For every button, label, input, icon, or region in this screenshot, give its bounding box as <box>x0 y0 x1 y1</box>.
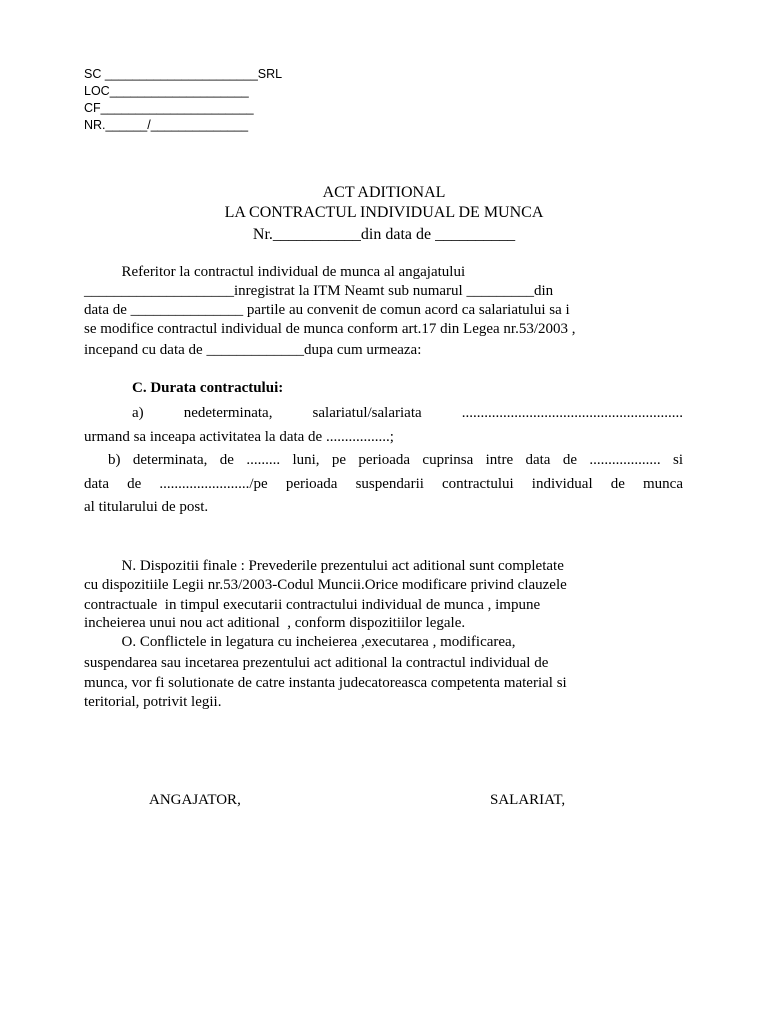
option-b-line2: data de ......................../pe perioada suspendarii contractului individual de munca <box>84 476 683 492</box>
title-act: ACT ADITIONAL <box>322 184 446 201</box>
title-number: Nr.___________din data de __________ <box>252 226 516 243</box>
final-line: contractuale in timpul executarii contractului individual de munca , impune <box>84 597 541 613</box>
final-line: O. Conflictele in legatura cu incheierea ,executarea , modificarea, <box>84 634 516 650</box>
intro-line: Referitor la contractul individual de munca al angajatului <box>84 264 466 280</box>
option-a-line1: a) nedeterminata, salariatul/salariata ........................................................... <box>132 405 683 421</box>
final-line: suspendarea sau incetarea prezentului act aditional la contractul individual de <box>84 655 549 671</box>
intro-line: data de _______________ partile au convenit de comun acord ca salariatului sa i <box>84 302 570 318</box>
title-contract: LA CONTRACTUL INDIVIDUAL DE MUNCA <box>224 204 544 221</box>
final-line: munca, vor fi solutionate de catre instanta judecatoreasca competenta material si <box>84 675 567 691</box>
option-a-line2: urmand sa inceapa activitatea la data de .................; <box>84 429 394 445</box>
employer-signature-label: ANGAJATOR, <box>149 792 241 808</box>
header-cf: CF______________________ <box>84 101 254 115</box>
final-line: N. Dispozitii finale : Prevederile prezentului act aditional sunt completate <box>84 558 564 574</box>
final-line: teritorial, potrivit legii. <box>84 694 222 710</box>
intro-line: incepand cu data de _____________dupa cum urmeaza: <box>84 342 422 358</box>
final-line: cu dispozitiile Legii nr.53/2003-Codul Muncii.Orice modificare privind clauzele <box>84 577 567 593</box>
header-loc: LOC____________________ <box>84 84 249 98</box>
header-nr: NR.______/______________ <box>84 118 249 132</box>
intro-line: ____________________inregistrat la ITM Neamt sub numarul _________din <box>84 283 554 299</box>
header-sc: SC ______________________SRL <box>84 67 283 81</box>
employee-signature-label: SALARIAT, <box>490 792 566 808</box>
section-c-heading: C. Durata contractului: <box>132 380 284 396</box>
option-b-line1: b) determinata, de ......... luni, pe perioada cuprinsa intre data de ................... si <box>108 452 683 468</box>
intro-line: se modifice contractul individual de munca conform art.17 din Legea nr.53/2003 , <box>84 321 576 337</box>
final-line: incheierea unui nou act aditional , conform dispozitiilor legale. <box>84 615 466 631</box>
option-b-line3: al titularului de post. <box>84 499 209 515</box>
